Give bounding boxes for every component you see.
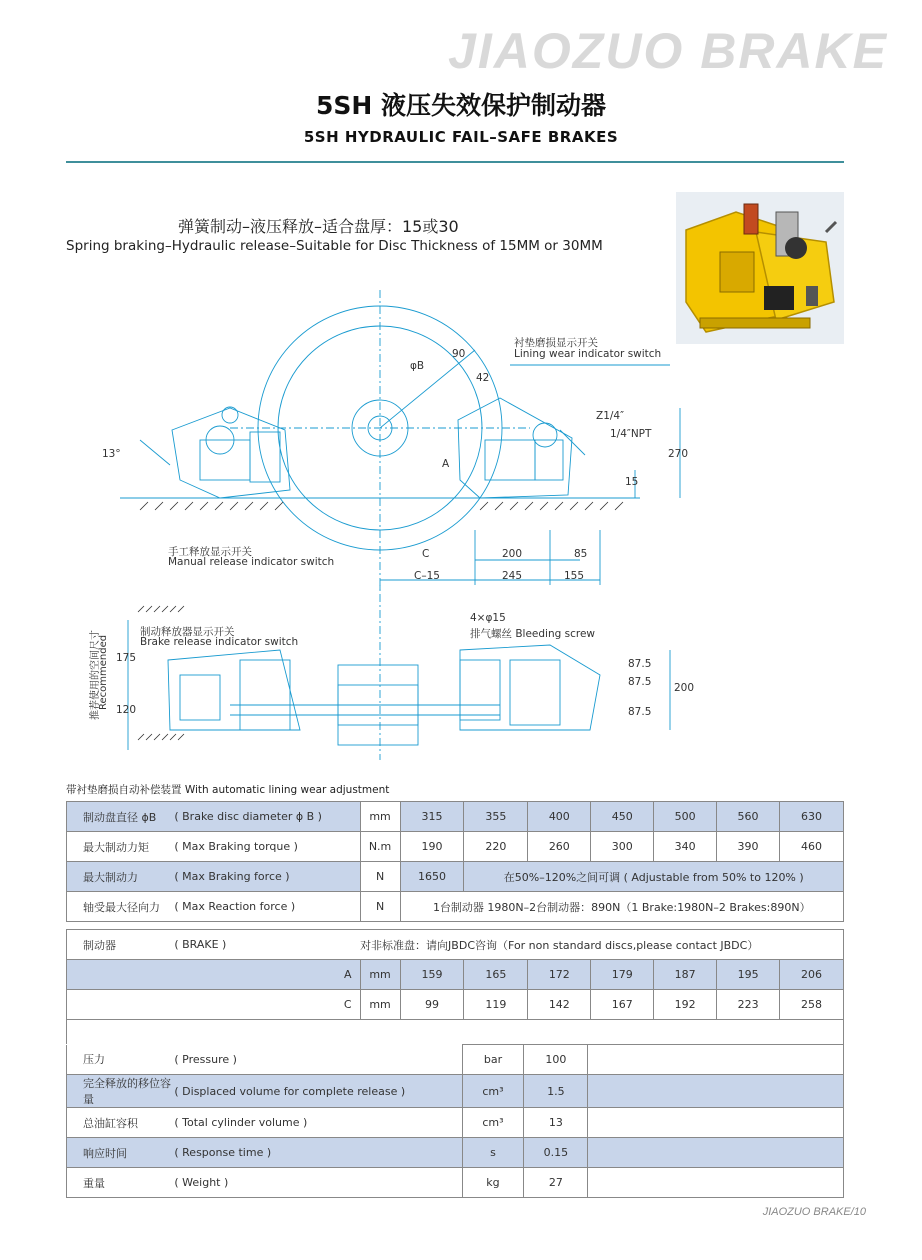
row-label-en: ( Weight ) [174, 1168, 462, 1198]
product-photo [676, 192, 844, 344]
subtitle-cn: 弹簧制动–液压释放–适合盘厚：15或30 [178, 217, 459, 236]
span-cell: 1台制动器 1980N–2台制动器：890N（1 Brake:1980N–2 Brakes:890N） [400, 892, 843, 922]
cell: 100 [524, 1045, 588, 1075]
dim-z14: Z1/4″ [596, 410, 625, 422]
row-label: C [67, 990, 361, 1020]
dim-C: C [422, 548, 430, 560]
dim-200: 200 [502, 548, 523, 560]
table-row [67, 1168, 844, 1198]
table-spacer-row [67, 1020, 844, 1045]
cell: 142 [528, 990, 591, 1020]
cell: 500 [654, 802, 717, 832]
brake-release-label-en: Brake release indicator switch [140, 636, 299, 648]
span-cell: 在50%–120%之间可调 ( Adjustable from 50% to 120% ) [464, 862, 844, 892]
row-unit: s [462, 1138, 524, 1168]
row-label-cn: 压力 [67, 1045, 175, 1075]
empty-cell [588, 1045, 844, 1075]
row-unit: N [360, 892, 400, 922]
lining-wear-label-cn: 衬垫磨损显示开关 [514, 337, 598, 349]
row-label-cn: 制动盘直径 ϕB [67, 802, 175, 832]
dim-120: 120 [116, 704, 137, 716]
cell: 355 [464, 802, 528, 832]
table-row [67, 930, 844, 960]
cell: 220 [464, 832, 528, 862]
cell: 13 [524, 1108, 588, 1138]
dim-A: A [442, 458, 450, 470]
dim-175: 175 [116, 652, 137, 664]
empty-cell [588, 1168, 844, 1198]
row-unit: bar [462, 1045, 524, 1075]
subtitle-en: Spring braking–Hydraulic release–Suitable for Disc Thickness of 15MM or 30MM [66, 238, 603, 254]
bleeding-screw-cn: 排气螺丝 [470, 628, 512, 640]
cell: 260 [528, 832, 591, 862]
brand-watermark: JIAOZUO BRAKE [448, 23, 888, 79]
table-row [67, 1075, 844, 1108]
brake-label-en: ( BRAKE ) [174, 930, 360, 960]
cell: 1650 [400, 862, 464, 892]
title-divider [66, 161, 844, 163]
cell: 300 [591, 832, 654, 862]
cell: 223 [717, 990, 780, 1020]
cell: 258 [780, 990, 844, 1020]
table-row [67, 862, 844, 892]
drawing-lines [80, 290, 700, 770]
row-label-cn: 重量 [67, 1168, 175, 1198]
cell: 190 [400, 832, 464, 862]
row-unit: cm³ [462, 1075, 524, 1108]
technical-drawing [80, 290, 700, 770]
page-title-en: 5SH HYDRAULIC FAIL–SAFE BRAKES [303, 128, 619, 146]
manual-release-label-cn: 手工释放显示开关 [168, 546, 252, 558]
lining-wear-label-en: Lining wear indicator switch [514, 348, 662, 360]
cell: 99 [400, 990, 464, 1020]
row-label-cn: 轴受最大径向力 [67, 892, 175, 922]
row-unit: kg [462, 1168, 524, 1198]
cell: 460 [779, 832, 843, 862]
row-unit: mm [360, 960, 400, 990]
row-label-cn: 最大制动力矩 [67, 832, 175, 862]
dim-245: 245 [502, 570, 523, 582]
empty-cell [588, 1075, 844, 1108]
brake-label-cn: 制动器 [67, 930, 175, 960]
spec-table-main [66, 801, 844, 922]
row-unit: mm [360, 802, 400, 832]
table-row [67, 1045, 844, 1075]
empty-cell [588, 1138, 844, 1168]
cell: 192 [654, 990, 717, 1020]
row-label-en: ( Max Braking torque ) [174, 832, 360, 862]
table-row [67, 832, 844, 862]
bleeding-screw-en: Bleeding screw [515, 628, 596, 640]
cell: 195 [717, 960, 780, 990]
cell: 560 [717, 802, 780, 832]
dim-87-5-c: 87.5 [628, 706, 652, 718]
dim-87-5-b: 87.5 [628, 676, 652, 688]
cell: 450 [591, 802, 654, 832]
row-label-en: ( Response time ) [174, 1138, 462, 1168]
cell: 167 [591, 990, 654, 1020]
brake-release-label-cn: 制动释放器显示开关 [140, 626, 235, 638]
row-label-en: ( Max Braking force ) [174, 862, 360, 892]
dim-15: 15 [625, 476, 639, 488]
row-label-en: ( Max Reaction force ) [174, 892, 360, 922]
cell: 315 [400, 802, 464, 832]
cell: 187 [654, 960, 717, 990]
cell: 179 [591, 960, 654, 990]
cell: 206 [780, 960, 844, 990]
row-label-en: ( Total cylinder volume ) [174, 1108, 462, 1138]
dim-87-5-a: 87.5 [628, 658, 652, 670]
row-label-cn: 响应时间 [67, 1138, 175, 1168]
row-label-cn: 总油缸容积 [67, 1108, 175, 1138]
cell: 0.15 [524, 1138, 588, 1168]
dim-13deg: 13° [102, 448, 121, 460]
cell: 390 [717, 832, 780, 862]
cell: 340 [654, 832, 717, 862]
row-unit: N [360, 862, 400, 892]
cell: 159 [400, 960, 464, 990]
cell: 400 [528, 802, 591, 832]
manual-release-label-en: Manual release indicator switch [168, 556, 335, 568]
dim-85: 85 [574, 548, 588, 560]
dim-200b: 200 [674, 682, 695, 694]
cell: 1.5 [524, 1075, 588, 1108]
table-row [67, 1138, 844, 1168]
dim-4phi15: 4×φ15 [470, 612, 506, 624]
row-label-cn: 最大制动力 [67, 862, 175, 892]
table-row [67, 960, 844, 990]
dim-C-15: C–15 [414, 570, 440, 582]
dim-npt: 1/4″NPT [610, 428, 652, 440]
page-footer: JIAOZUO BRAKE/10 [762, 1206, 866, 1218]
row-label-cn: 完全释放的移位容量 [67, 1075, 175, 1108]
dim-phiB: φB [410, 360, 425, 372]
dim-270: 270 [668, 448, 689, 460]
row-label-en: ( Displaced volume for complete release ) [174, 1075, 462, 1108]
cell: 172 [528, 960, 591, 990]
table-row [67, 802, 844, 832]
recommended-label-cn: 推荐使用的空间尺寸 [90, 630, 101, 720]
cell: 630 [779, 802, 843, 832]
cell: 27 [524, 1168, 588, 1198]
bleeding-screw-label [470, 626, 595, 641]
row-unit: mm [360, 990, 400, 1020]
table-row [67, 1108, 844, 1138]
cell: 165 [464, 960, 528, 990]
dim-42: 42 [476, 372, 490, 384]
row-label-en: ( Pressure ) [174, 1045, 462, 1075]
empty-cell [588, 1108, 844, 1138]
table-note: 带衬垫磨损自动补偿装置 With automatic lining wear adjustment [66, 784, 390, 796]
table-row [67, 892, 844, 922]
cell: 119 [464, 990, 528, 1020]
row-label: A [67, 960, 361, 990]
page-title-cn: 5SH 液压失效保护制动器 [315, 91, 607, 120]
row-unit: cm³ [462, 1108, 524, 1138]
row-label-en: ( Brake disc diameter ϕ B ) [174, 802, 360, 832]
row-unit: N.m [360, 832, 400, 862]
spec-table-dimensions [66, 929, 844, 1044]
recommended-label-en: Recommended [98, 634, 109, 710]
spec-table-hydraulic [66, 1044, 844, 1198]
brake-note: 对非标准盘：请向JBDC咨询（For non standard discs,please contact JBDC） [360, 930, 843, 960]
table-row [67, 990, 844, 1020]
dim-90: 90 [452, 348, 466, 360]
dim-155: 155 [564, 570, 585, 582]
